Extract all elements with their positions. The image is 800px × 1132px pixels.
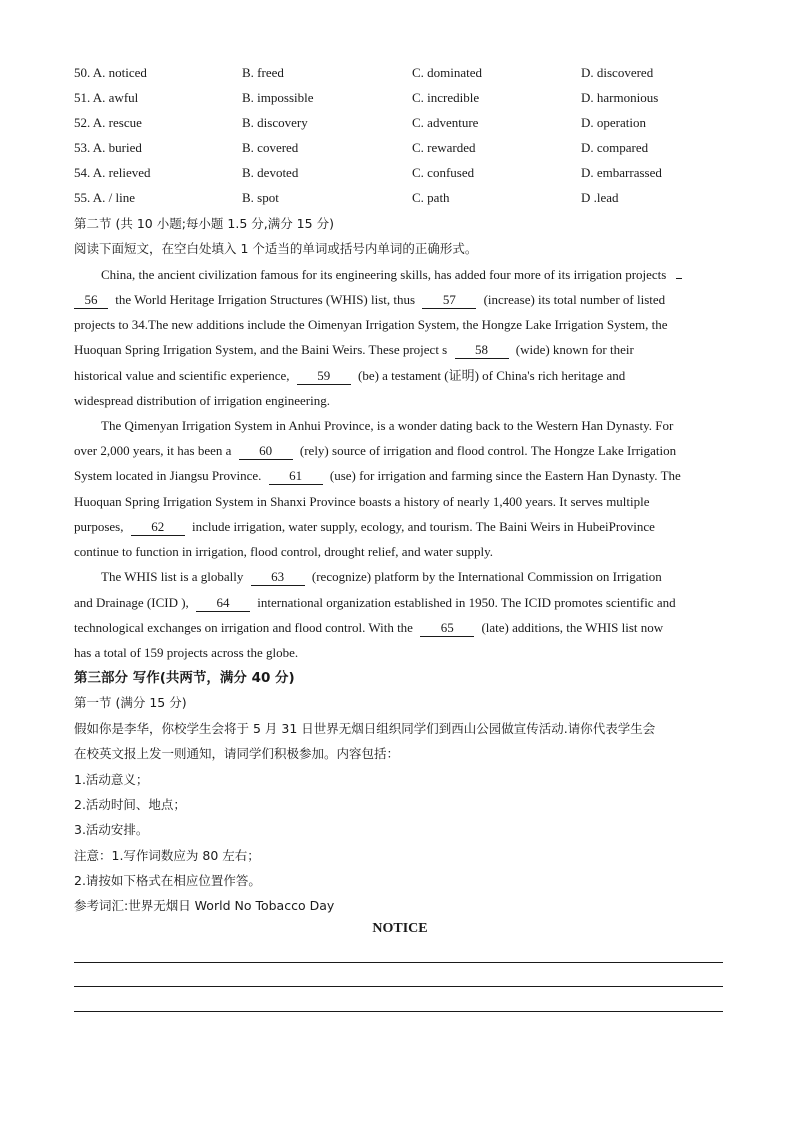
prompt-note: 注意：1.写作词数应为 80 左右； <box>74 848 260 863</box>
blank-58[interactable]: 58 <box>455 342 509 359</box>
passage-text: purposes, <box>74 519 124 534</box>
option-d: D. harmonious <box>581 90 659 105</box>
blank-57[interactable]: 57 <box>422 292 476 309</box>
passage-text: (wide) known for their <box>515 342 634 357</box>
blank-56[interactable]: 56 <box>74 292 108 309</box>
blank-64[interactable]: 64 <box>196 595 250 612</box>
passage-text: (be) a testament (证明) of China's rich heritage and <box>357 368 626 383</box>
passage-text: the World Heritage Irrigation Structures (WHIS) list, thus <box>115 292 416 307</box>
passage-text: System located in Jiangsu Province. <box>74 468 262 483</box>
passage-line <box>74 517 730 537</box>
option-b: B. discovery <box>242 115 308 130</box>
prompt-item: 3.活动安排。 <box>74 822 149 837</box>
option-a: 55. A. / line <box>74 190 136 205</box>
passage-line <box>74 366 730 386</box>
option-a: 54. A. relieved <box>74 165 151 180</box>
passage-line <box>74 340 730 360</box>
passage-line <box>74 466 730 486</box>
passage-line <box>74 593 730 613</box>
answer-line[interactable] <box>74 1011 723 1012</box>
option-c: C. path <box>412 190 450 205</box>
blank-56-start <box>676 278 682 279</box>
passage-line: widespread distribution of irrigation engineering. <box>74 393 330 408</box>
option-c: C. rewarded <box>412 140 476 155</box>
option-row <box>74 88 754 108</box>
part3-header: 第三部分 写作(共两节，满分 40 分) <box>74 670 295 686</box>
writing-prompt: 在校英文报上发一则通知，请同学们积极参加。内容包括： <box>74 746 400 761</box>
passage-text: (rely) source of irrigation and flood control. The Hongze Lake Irrigation <box>299 443 677 458</box>
passage-line: continue to function in irrigation, flood control, drought relief, and water supply. <box>74 544 494 559</box>
option-b: B. devoted <box>242 165 299 180</box>
passage-text: Huoquan Spring Irrigation System, and the Baini Weirs. These project s <box>74 342 448 357</box>
option-a: 53. A. buried <box>74 140 142 155</box>
option-row <box>74 163 754 183</box>
option-d: D. discovered <box>581 65 654 80</box>
passage-text: (recognize) platform by the International Commission on Irrigation <box>311 569 662 584</box>
option-b: B. impossible <box>242 90 314 105</box>
blank-65[interactable]: 65 <box>420 620 474 637</box>
passage-text: (use) for irrigation and farming since the Eastern Han Dynasty. The <box>329 468 681 483</box>
passage-text: international organization established in 1950. The ICID promotes scientific and <box>257 595 676 610</box>
option-d: D .lead <box>581 190 619 205</box>
passage-text: and Drainage (ICID ), <box>74 595 189 610</box>
passage-line: projects to 34.The new additions include the Oimenyan Irrigation System, the Hongze Lake Irrigation System, the <box>74 317 668 332</box>
blank-63[interactable]: 63 <box>251 569 305 586</box>
option-row <box>74 113 754 133</box>
option-row <box>74 138 754 158</box>
option-c: C. adventure <box>412 115 479 130</box>
blank-62[interactable]: 62 <box>131 519 185 536</box>
option-a: 50. A. noticed <box>74 65 147 80</box>
passage-text: technological exchanges on irrigation and flood control. With the <box>74 620 413 635</box>
part3-subheader: 第一节 (满分 15 分) <box>74 695 187 710</box>
blank-59[interactable]: 59 <box>297 368 351 385</box>
section2-header: 第二节 (共 10 小题;每小题 1.5 分,满分 15 分) <box>74 216 334 231</box>
answer-line[interactable] <box>74 986 723 987</box>
passage-text: include irrigation, water supply, ecology, and tourism. The Baini Weirs in HubeiProvince <box>191 519 655 534</box>
blank-60[interactable]: 60 <box>239 443 293 460</box>
writing-prompt: 假如你是李华，你校学生会将于 5 月 31 日世界无烟日组织同学们到西山公园做宣传活动.请你代表学生会 <box>74 721 656 736</box>
prompt-item: 2.活动时间、地点； <box>74 797 186 812</box>
option-a: 51. A. awful <box>74 90 139 105</box>
passage-line <box>101 265 730 285</box>
passage-line <box>74 441 730 461</box>
option-d: D. embarrassed <box>581 165 662 180</box>
passage-text: (late) additions, the WHIS list now <box>481 620 664 635</box>
option-b: B. spot <box>242 190 279 205</box>
notice-title: NOTICE <box>372 921 428 936</box>
vocab-hint: 参考词汇:世界无烟日 World No Tobacco Day <box>74 898 335 913</box>
option-b: B. covered <box>242 140 299 155</box>
passage-line: The Qimenyan Irrigation System in Anhui Province, is a wonder dating back to the Western Han Dynasty. For <box>101 418 674 433</box>
option-row <box>74 188 754 208</box>
passage-line <box>74 290 730 310</box>
option-c: C. incredible <box>412 90 480 105</box>
passage-text: The WHIS list is a globally <box>101 569 244 584</box>
passage-line <box>101 567 730 587</box>
option-c: C. dominated <box>412 65 483 80</box>
option-d: D. operation <box>581 115 646 130</box>
option-d: D. compared <box>581 140 649 155</box>
prompt-item: 1.活动意义； <box>74 772 149 787</box>
answer-line[interactable] <box>74 962 723 963</box>
prompt-note: 2.请按如下格式在相应位置作答。 <box>74 873 261 888</box>
option-row <box>74 63 754 83</box>
passage-text: China, the ancient civilization famous for its engineering skills, has added four more of its irrigation projects <box>101 267 667 282</box>
option-b: B. freed <box>242 65 284 80</box>
option-c: C. confused <box>412 165 475 180</box>
passage-line: Huoquan Spring Irrigation System in Shanxi Province boasts a history of nearly 1,400 years. It serves multiple <box>74 494 650 509</box>
blank-61[interactable]: 61 <box>269 468 323 485</box>
option-a: 52. A. rescue <box>74 115 142 130</box>
section2-instruction: 阅读下面短文，在空白处填入 1 个适当的单词或括号内单词的正确形式。 <box>74 241 478 256</box>
passage-text: over 2,000 years, it has been a <box>74 443 232 458</box>
passage-line <box>74 618 730 638</box>
passage-line: has a total of 159 projects across the globe. <box>74 645 299 660</box>
passage-text: (increase) its total number of listed <box>483 292 666 307</box>
passage-text: historical value and scientific experience, <box>74 368 290 383</box>
